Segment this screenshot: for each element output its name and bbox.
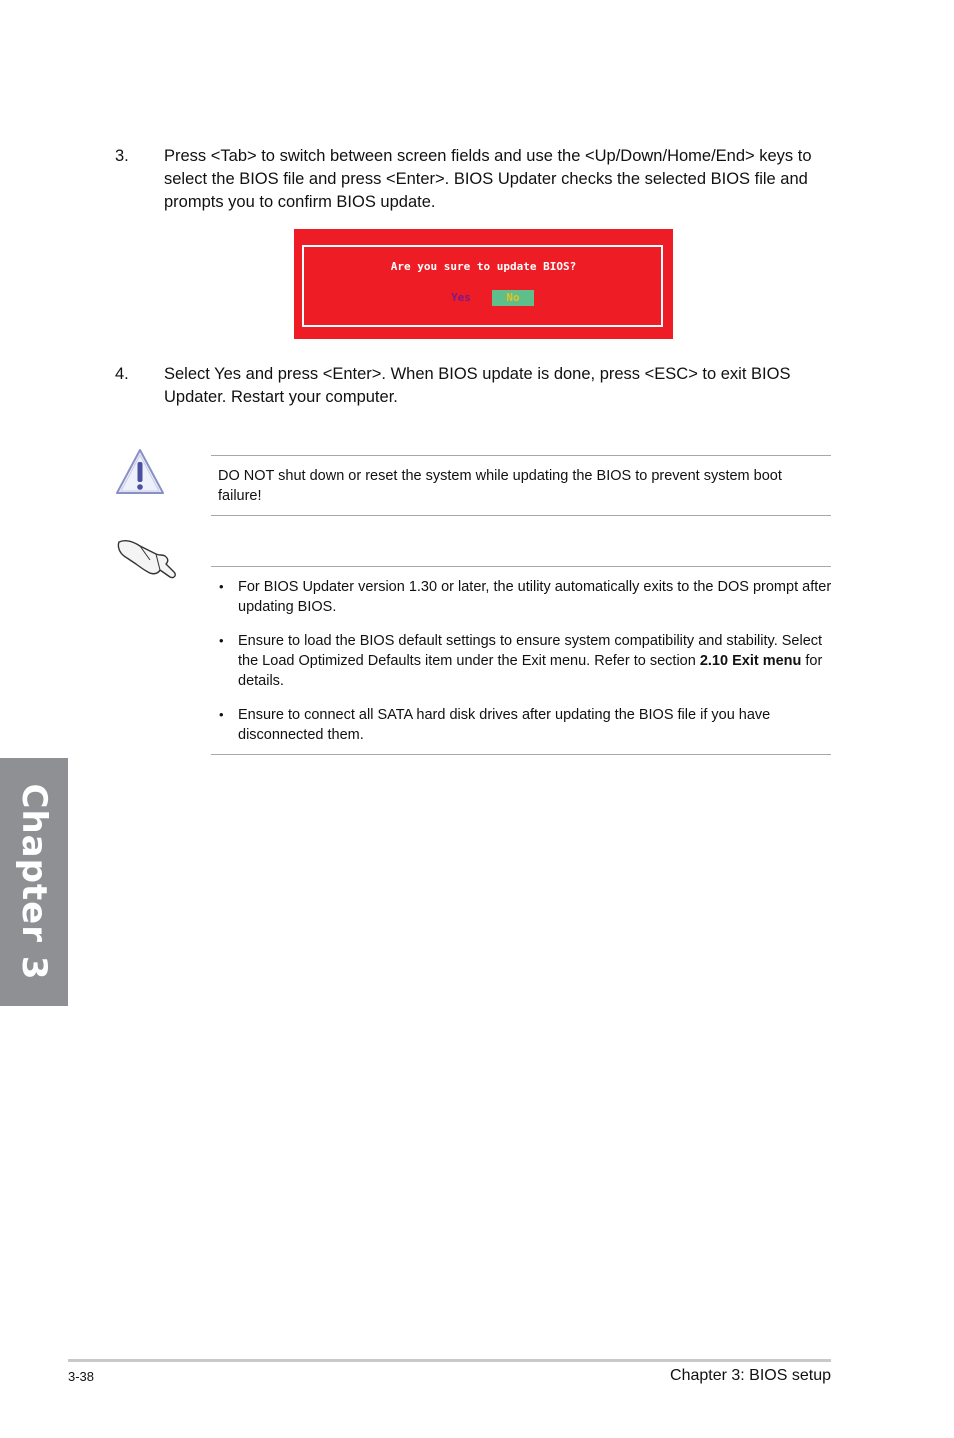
- step-number: 4.: [115, 365, 129, 383]
- page-number: 3-38: [68, 1369, 95, 1384]
- footer-section-title: Chapter 3: BIOS setup: [670, 1367, 831, 1384]
- bullet-marker: •: [219, 707, 224, 722]
- section-reference: 2.10 Exit menu: [699, 653, 802, 669]
- note-bottom-rule: [211, 754, 831, 755]
- footer-rule: [68, 1359, 831, 1362]
- note-top-rule: [211, 566, 831, 567]
- step-text: Select Yes and press <Enter>. When BIOS update is done, press <ESC> to exit BIOS Updater. Restart your computer.: [164, 365, 791, 406]
- step-text: Press <Tab> to switch between screen fields and use the <Up/Down/Home/End> keys to select the BIOS file and press <Enter>. BIOS Updater checks the selected BIOS file and prompts you to confirm BIOS update.: [164, 147, 812, 211]
- warning-triangle-icon: [114, 447, 166, 497]
- step-number: 3.: [115, 147, 129, 165]
- bios-confirm-dialog: [294, 229, 673, 339]
- warning-bottom-rule: [211, 515, 831, 516]
- bios-yes-option[interactable]: Yes: [451, 291, 471, 304]
- bullet-text: For BIOS Updater version 1.30 or later, the utility automatically exits to the DOS prompt after updating BIOS.: [238, 579, 832, 615]
- chapter-side-label: Chapter 3: [14, 783, 54, 981]
- bullet-text-lead: Ensure to load the BIOS default settings to ensure system compatibility and stability. Select the Load Optimized Defaults item under the Exit menu. Refer to section: [238, 633, 823, 669]
- bios-no-option[interactable]: No: [492, 290, 534, 306]
- warning-top-rule: [211, 455, 831, 456]
- bios-dialog-frame: [302, 245, 663, 327]
- bios-confirm-question: Are you sure to update BIOS?: [390, 260, 577, 273]
- warning-text: DO NOT shut down or reset the system while updating the BIOS to prevent system boot failure!: [218, 468, 782, 504]
- bullet-text-tail: for details.: [238, 653, 823, 689]
- pointing-hand-icon: [116, 534, 178, 582]
- bullet-text: [238, 631, 832, 691]
- chapter-side-tab: [0, 758, 68, 1006]
- bullet-marker: •: [219, 633, 224, 648]
- bullet-text: Ensure to connect all SATA hard disk drives after updating the BIOS file if you have disconnected them.: [238, 707, 771, 743]
- bullet-marker: •: [219, 579, 224, 594]
